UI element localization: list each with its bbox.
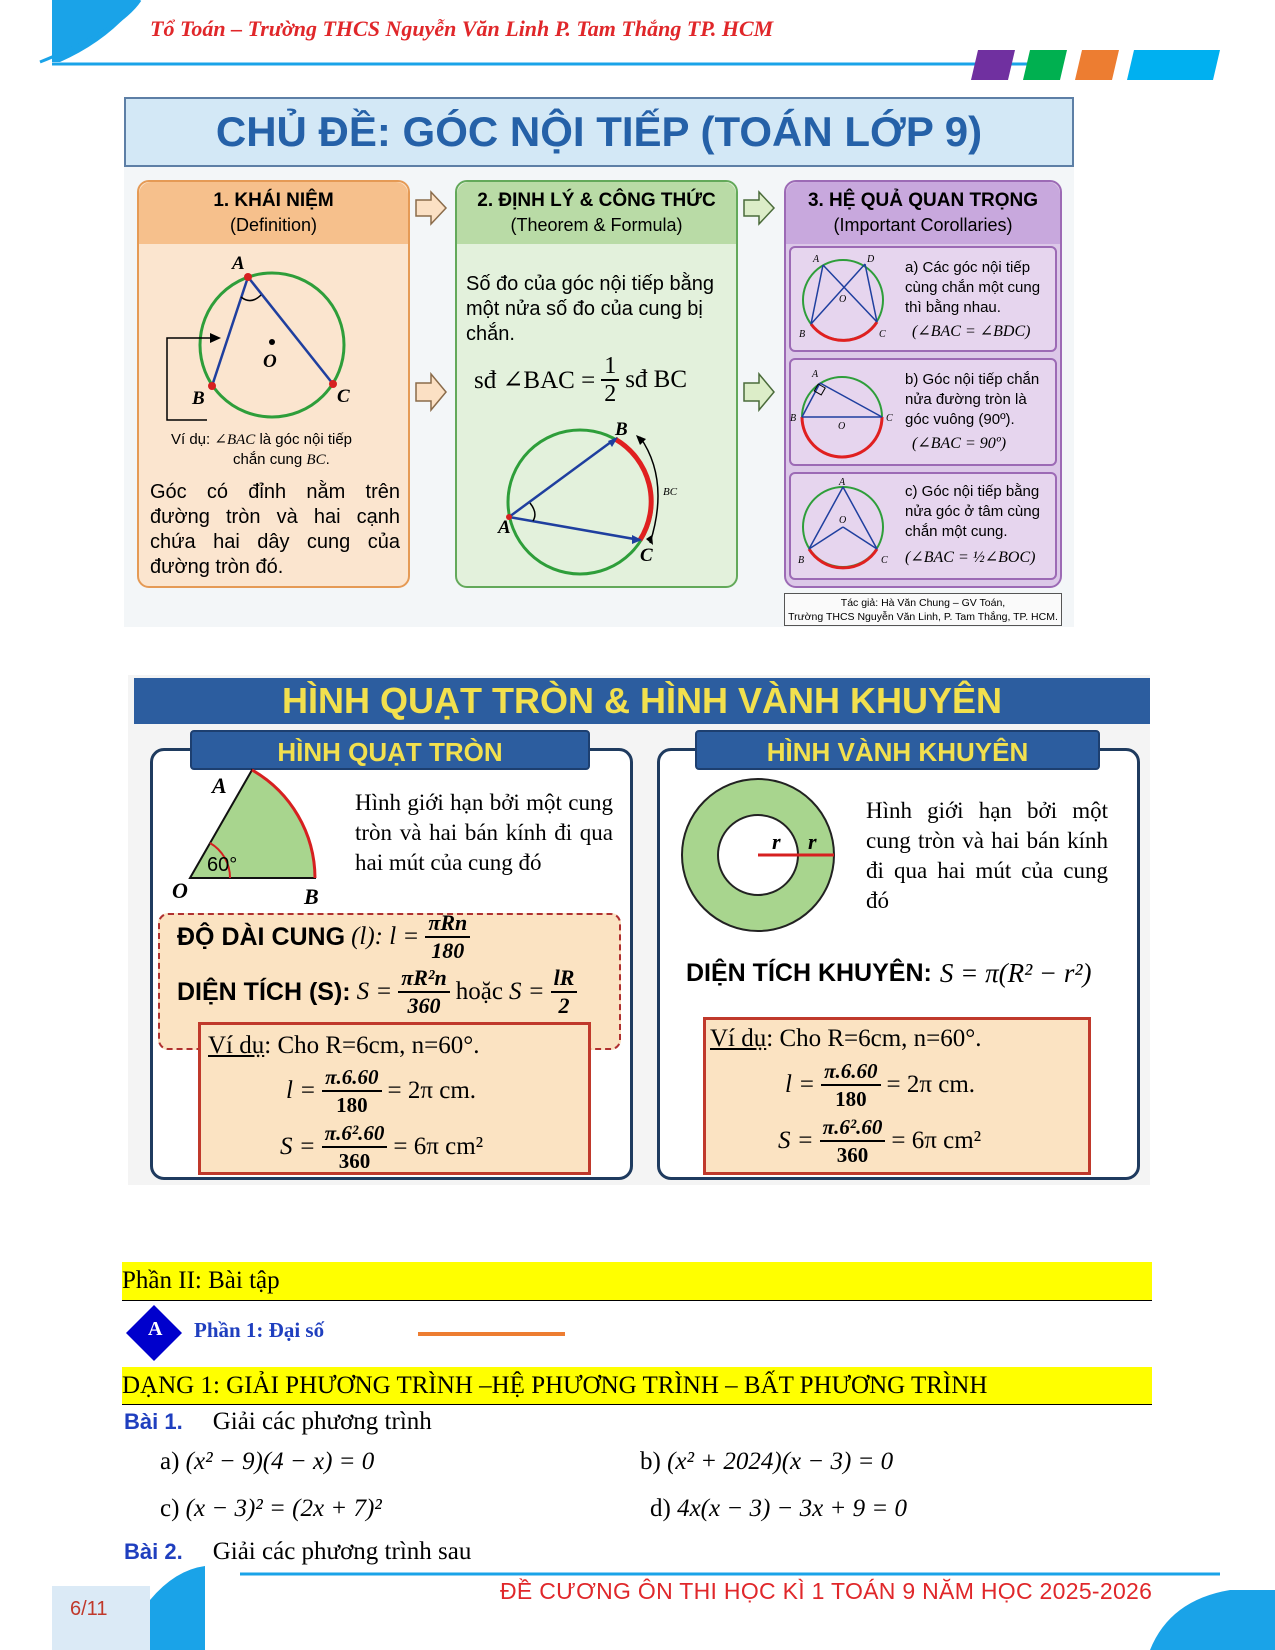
svg-text:A: A	[148, 1318, 163, 1340]
intercepted-arc	[615, 439, 651, 540]
annulus-example-l: l = $\frac{\pi.6.60}{180}$ = 2π cm.	[785, 1059, 976, 1111]
point-b-label: B	[192, 388, 205, 409]
header-text: Tổ Toán – Trường THCS Nguyễn Văn Linh P. Tam Thắng TP. HCM	[150, 16, 774, 41]
dang-title: DẠNG 1: GIẢI PHƯƠNG TRÌNH –HỆ PHƯƠNG TRÌNH – BẤT PHƯƠNG TRÌNH	[122, 1367, 1152, 1405]
arrow-icon	[413, 190, 449, 226]
inner-radius-label: r	[772, 829, 781, 854]
concept-title: 1. KHÁI NIỆM	[213, 190, 334, 211]
concept-example: Ví dụ: ∠BAC là góc nội tiếp chắn cung BC.	[171, 431, 353, 468]
annulus-tab: HÌNH VÀNH KHUYÊN	[695, 730, 1100, 770]
theorem-title: 2. ĐỊNH LÝ & CÔNG THỨC	[477, 190, 716, 211]
svg-text:B: B	[799, 329, 806, 340]
corollary-a-formula: (∠BAC = ∠BDC)	[912, 323, 1031, 340]
bai1-item-b: b) (x² + 2024)(x − 3) = 0	[640, 1448, 894, 1475]
annulus-definition: Hình giới hạn bởi một cung tròn và hai bán kính đi qua hai mút của cung đó	[866, 798, 1108, 913]
point-a-label: A	[212, 773, 227, 798]
formula-half: $\frac{1}{2}$	[601, 353, 619, 407]
section-underline	[418, 1332, 565, 1336]
page-number: 6/11	[70, 1598, 108, 1620]
svg-text:A: A	[839, 477, 846, 488]
svg-text:C: C	[879, 329, 886, 340]
svg-text:B: B	[798, 555, 805, 566]
concept-subtitle: (Definition)	[229, 215, 318, 235]
corollary-b-formula: (∠BAC = 90º)	[912, 435, 1007, 452]
formula-left: sđ ∠BAC =	[474, 367, 596, 394]
bai1-text: Giải các phương trình	[212, 1408, 432, 1435]
svg-text:O: O	[839, 515, 847, 526]
theorem-statement: Số đo của góc nội tiếp bằng một nửa số đo của cung bị chắn.	[466, 273, 714, 345]
corollary-header	[786, 182, 1060, 244]
formula-right: sđ BC	[625, 366, 688, 393]
bai1-item-a: a) (x² − 9)(4 − x) = 0	[160, 1448, 375, 1475]
section-badge	[124, 1303, 184, 1363]
footer-title: ĐỀ CƯƠNG ÔN THI HỌC KÌ 1 TOÁN 9 NĂM HỌC 2025-2026	[500, 1578, 1153, 1604]
annulus-example-s: S = $\frac{\text{π.6².60}}{360}$ = 6π cm²	[778, 1115, 982, 1167]
bai1-label: Bài 1.	[124, 1409, 183, 1434]
svg-text:A: A	[813, 254, 820, 265]
svg-text:C: C	[886, 413, 893, 424]
corollary-a-diagram	[795, 252, 895, 347]
theorem-subtitle: (Theorem & Formula)	[510, 215, 683, 235]
arrow-icon	[741, 190, 777, 226]
point-c-label: C	[640, 545, 653, 566]
part-title: Phần II: Bài tập	[122, 1262, 1152, 1301]
example-mid: là góc nội tiếp	[259, 431, 353, 448]
arc-length-formula: ĐỘ DÀI CUNG (l): l = $\frac{\text{πRn}}{180}$	[177, 910, 470, 964]
header-block-green	[1023, 50, 1067, 80]
sector-banner: HÌNH QUẠT TRÒN & HÌNH VÀNH KHUYÊN	[134, 678, 1150, 724]
sector-example-title: Ví dụ: Cho R=6cm, n=60°.	[208, 1032, 480, 1059]
topic-title: CHỦ ĐỀ: GÓC NỘI TIẾP (TOÁN LỚP 9)	[124, 97, 1074, 167]
sector-area-formula: DIỆN TÍCH (S): S = $\frac{\text{πR²n}}{360}$ hoặc S = $\frac{lR}{2}$	[177, 965, 577, 1019]
arc-label: BC	[663, 486, 678, 498]
theorem-formula	[474, 353, 687, 407]
point-a-label: A	[498, 517, 511, 538]
theorem-circle-diagram	[498, 419, 700, 575]
sector-example-l: l = $\frac{\pi.6.60}{180}$ = 2π cm.	[286, 1065, 477, 1117]
angle-label: 60°	[207, 854, 238, 876]
sector-definition: Hình giới hạn bởi một cung tròn và hai bán kính đi qua hai mút của cung đó	[355, 790, 613, 875]
author-line1: Tác giả: Hà Văn Chung – GV Toán,	[840, 597, 1006, 609]
sector-example-s: S = $\frac{\text{π.6².60}}{360}$ = 6π cm²	[280, 1121, 484, 1173]
footer-decoration	[0, 1560, 1275, 1650]
point-a-label: A	[232, 253, 245, 274]
annulus-example-title: Ví dụ: Cho R=6cm, n=60°.	[710, 1025, 982, 1052]
arrow-icon	[413, 372, 449, 412]
point-o-label: O	[172, 878, 188, 903]
header-block-purple	[971, 50, 1015, 80]
header-decoration	[0, 0, 1275, 90]
bai2-text: Giải các phương trình sau	[212, 1538, 472, 1565]
point-b-label: B	[615, 419, 628, 440]
corollary-a-text: a) Các góc nội tiếp cùng chắn một cung thì bằng nhau.	[905, 259, 1041, 316]
bai1-item-d: d) 4x(x − 3) − 3x + 9 = 0	[650, 1495, 907, 1522]
svg-text:O: O	[838, 421, 846, 432]
example-prefix: Ví dụ:	[171, 431, 211, 448]
example-line2: chắn cung	[233, 451, 303, 468]
author-line2: Trường THCS Nguyễn Văn Linh, P. Tam Thắng, TP. HCM.	[788, 611, 1058, 623]
annulus-diagram	[680, 775, 840, 935]
concept-header	[139, 182, 408, 244]
author-box	[784, 593, 1062, 626]
theorem-header	[457, 182, 736, 244]
arrow-icon	[741, 372, 777, 412]
example-arc: BC	[306, 452, 326, 468]
corollary-subtitle: (Important Corollaries)	[833, 215, 1013, 235]
svg-text:C: C	[881, 555, 888, 566]
outer-radius-label: r	[808, 829, 817, 854]
svg-text:A: A	[812, 369, 819, 380]
bai2-label: Bài 2.	[124, 1539, 183, 1564]
concept-definition: Góc có đỉnh nằm trên đường tròn và hai cạnh chứa hai dây cung của đường tròn đó.	[150, 481, 400, 578]
svg-text:O: O	[839, 294, 847, 305]
corollary-c-formula: (∠BAC = ½∠BOC)	[905, 549, 1036, 566]
annulus-area-formula: DIỆN TÍCH KHUYÊN: S = π(R² − r²)	[686, 958, 1092, 988]
sector-tab: HÌNH QUẠT TRÒN	[190, 730, 590, 770]
header-block-orange	[1075, 50, 1119, 80]
corollary-b-diagram	[790, 363, 900, 463]
corollary-b-text: b) Góc nội tiếp chắn nửa đường tròn là góc vuông (90º).	[905, 371, 1040, 428]
corollary-c-diagram	[795, 475, 895, 575]
point-o-label: O	[263, 351, 277, 372]
example-angle: ∠BAC	[214, 432, 256, 448]
bai1-item-c: c) (x − 3)² = (2x + 7)²	[160, 1495, 382, 1522]
svg-text:B: B	[790, 413, 797, 424]
point-b-label: B	[304, 884, 319, 909]
section-title: Phần 1: Đại số	[194, 1318, 325, 1342]
point-c-label: C	[337, 386, 350, 407]
corollary-title: 3. HỆ QUẢ QUAN TRỌNG	[807, 190, 1039, 211]
bai1-heading	[124, 1408, 432, 1436]
svg-text:D: D	[867, 254, 875, 265]
header-block-blue	[1127, 50, 1220, 80]
corollary-c-text: c) Góc nội tiếp bằng nửa góc ở tâm cùng chắn một cung.	[905, 483, 1040, 540]
